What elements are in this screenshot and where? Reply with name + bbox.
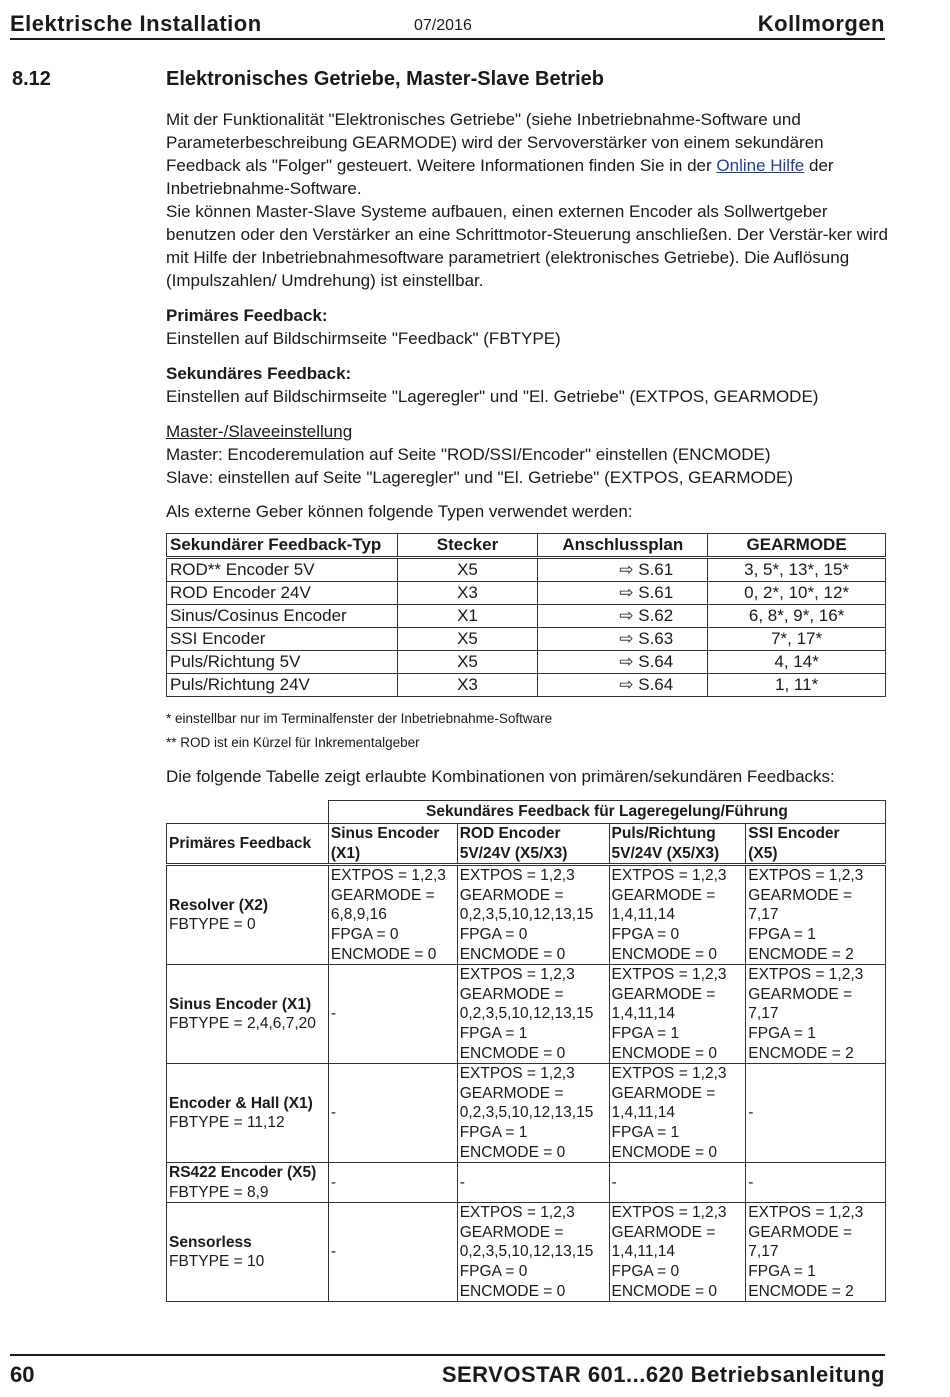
cell-gearmode: 1, 11*	[708, 674, 886, 697]
cell-line: GEARMODE =	[459, 1223, 564, 1241]
col-header-line: 5V/24V (X5/X3)	[611, 844, 720, 862]
table-row	[167, 628, 886, 651]
secondary-feedback-header: Sekundäres Feedback für Lageregelung/Führung	[328, 801, 885, 824]
table-row	[167, 605, 886, 628]
cell-line: 7,17	[748, 1243, 779, 1261]
cell-line: GEARMODE =	[459, 886, 564, 904]
header-date: 07/2016	[414, 17, 472, 34]
combination-cell	[609, 1203, 746, 1302]
cell-gearmode: 4, 14*	[708, 651, 886, 674]
primary-feedback-fbtype: FBTYPE = 11,12	[169, 1114, 285, 1132]
cell-line: -	[748, 1173, 754, 1191]
header-company: Kollmorgen	[757, 11, 885, 36]
cell-line: EXTPOS = 1,2,3	[459, 1065, 575, 1083]
cell-line: -	[330, 1005, 337, 1023]
cell-line: EXTPOS = 1,2,3	[459, 1204, 575, 1222]
combination-cell	[328, 865, 457, 965]
empty-corner-cell	[167, 801, 329, 824]
cell-line: ENCMODE = 0	[611, 1044, 718, 1062]
cell-line: EXTPOS = 1,2,3	[330, 867, 446, 885]
cell-line: ENCMODE = 2	[748, 1044, 854, 1062]
cell-line: 0,2,3,5,10,12,13,15	[459, 1005, 594, 1023]
table-header-row	[167, 534, 886, 558]
cell-line: FPGA = 1	[748, 925, 816, 943]
cell-wiring: ⇨ S.61	[538, 558, 708, 582]
primary-feedback-block	[166, 304, 888, 350]
primary-feedback-name: Resolver (X2)	[169, 896, 269, 914]
cell-line: 1,4,11,14	[611, 1005, 676, 1023]
cell-line: ENCMODE = 0	[459, 1282, 566, 1300]
table-header-row	[167, 824, 886, 865]
table-row	[167, 865, 886, 965]
combination-cell	[328, 965, 457, 1064]
cell-line: FPGA = 1	[459, 1024, 528, 1042]
col-header-connector: Stecker	[397, 534, 538, 558]
cell-line: -	[330, 1173, 337, 1191]
combination-cell	[746, 1203, 886, 1302]
cell-line: GEARMODE =	[611, 1084, 716, 1102]
combination-cell	[609, 965, 746, 1064]
cell-line: 0,2,3,5,10,12,13,15	[459, 906, 594, 924]
cell-gearmode: 6, 8*, 9*, 16*	[708, 605, 886, 628]
cell-line: 6,8,9,16	[330, 906, 387, 924]
cell-line: FPGA = 0	[459, 925, 528, 943]
cell-line: EXTPOS = 1,2,3	[611, 966, 727, 984]
cell-line: -	[459, 1173, 465, 1191]
intro-paragraph-2: Sie können Master-Slave Systeme aufbauen, einen externen Encoder als Sollwertgeber benutzen oder den Verstärker an eine Schrittmotor-Steuerung anschließen. Der Verstär-ker wird mit Hilfe der Inbetriebnahmesoftware parametriert (elektronisches Getriebe). Die Auflösung (Impulszahlen/ Umdrehung) ist einstellbar.	[166, 202, 888, 290]
col-header-line: Puls/Richtung	[611, 825, 716, 842]
master-slave-block	[166, 420, 888, 489]
combination-cell	[609, 1064, 746, 1163]
col-header-puls	[609, 824, 746, 865]
col-header-line: Sinus Encoder	[330, 825, 440, 842]
primary-feedback-cell	[167, 965, 329, 1064]
cell-line: FPGA = 1	[748, 1263, 816, 1281]
online-help-link[interactable]: Online Hilfe	[716, 156, 805, 175]
cell-connector: X3	[397, 582, 538, 605]
col-header-ssi	[746, 824, 886, 865]
cell-line: ENCMODE = 2	[748, 1282, 854, 1300]
secondary-feedback-block	[166, 362, 888, 408]
table-row	[167, 651, 886, 674]
cell-wiring: ⇨ S.63	[538, 628, 708, 651]
cell-line: ENCMODE = 0	[459, 1143, 566, 1161]
col-header-rod	[457, 824, 609, 865]
cell-line: GEARMODE =	[611, 886, 716, 904]
cell-line: ENCMODE = 0	[611, 945, 718, 963]
cell-line: GEARMODE =	[330, 886, 435, 904]
combination-cell	[746, 865, 886, 965]
cell-connector: X5	[397, 628, 538, 651]
col-header-line: (X5)	[748, 844, 778, 862]
cell-line: 0,2,3,5,10,12,13,15	[459, 1104, 594, 1122]
cell-line: -	[748, 1104, 754, 1122]
cell-line: FPGA = 0	[459, 1263, 528, 1281]
combination-cell	[457, 1064, 609, 1163]
cell-wiring: ⇨ S.64	[538, 651, 708, 674]
combination-cell	[609, 1163, 746, 1203]
combination-cell	[457, 865, 609, 965]
primary-feedback-fbtype: FBTYPE = 10	[169, 1253, 265, 1271]
body-text	[166, 108, 888, 523]
table-row	[167, 1203, 886, 1302]
cell-type: ROD** Encoder 5V	[167, 558, 398, 582]
cell-line: FPGA = 0	[611, 1263, 680, 1281]
section-number: 8.12	[12, 68, 51, 90]
cell-line: -	[330, 1104, 337, 1122]
combination-cell	[328, 1203, 457, 1302]
combination-cell	[457, 965, 609, 1064]
header-chapter-title: Elektrische Installation	[10, 11, 262, 36]
cell-connector: X5	[397, 558, 538, 582]
primary-feedback-cell	[167, 1163, 329, 1203]
table-top-header-row	[167, 801, 886, 824]
cell-line: EXTPOS = 1,2,3	[748, 1204, 864, 1222]
cell-line: 1,4,11,14	[611, 1243, 676, 1261]
cell-connector: X1	[397, 605, 538, 628]
primary-feedback-text: Einstellen auf Bildschirmseite "Feedback" (FBTYPE)	[166, 329, 561, 348]
cell-type: Puls/Richtung 5V	[167, 651, 398, 674]
primary-feedback-header: Primäres Feedback	[167, 824, 329, 865]
secondary-feedback-table	[166, 533, 886, 697]
col-header-type: Sekundärer Feedback-Typ	[167, 534, 398, 558]
primary-feedback-heading: Primäres Feedback:	[166, 306, 328, 325]
primary-feedback-cell	[167, 1203, 329, 1302]
footnote-2: ** ROD ist ein Kürzel für Inkrementalgeber	[166, 735, 420, 750]
cell-line: 1,4,11,14	[611, 906, 676, 924]
cell-line: EXTPOS = 1,2,3	[748, 867, 864, 885]
cell-line: ENCMODE = 0	[611, 1282, 718, 1300]
combination-cell	[457, 1203, 609, 1302]
footer-document-title: SERVOSTAR 601...620 Betriebsanleitung	[441, 1362, 885, 1387]
section-title: Elektronisches Getriebe, Master-Slave Betrieb	[166, 68, 604, 90]
cell-line: GEARMODE =	[459, 1084, 564, 1102]
page-number: 60	[10, 1362, 35, 1387]
types-intro: Als externe Geber können folgende Typen verwendet werden:	[166, 502, 633, 521]
cell-line: GEARMODE =	[748, 886, 853, 904]
col-header-sinus	[328, 824, 457, 865]
intro-text: Mit der Funktionalität "Elektronisches Getriebe" (siehe Inbetriebnahme-Software und Parameterbeschreibung GEARMODE) wird der Servoverstärker von einem sekundären Feedback als "Folger" gesteuert. Weitere Informationen finden Sie in der	[166, 110, 824, 175]
cell-line: ENCMODE = 0	[459, 1044, 566, 1062]
intro-paragraph	[166, 108, 888, 200]
combo-intro: Die folgende Tabelle zeigt erlaubte Kombinationen von primären/sekundären Feedbacks:	[166, 767, 835, 786]
primary-feedback-fbtype: FBTYPE = 0	[169, 916, 256, 934]
cell-line: EXTPOS = 1,2,3	[611, 1065, 727, 1083]
cell-connector: X3	[397, 674, 538, 697]
cell-line: FPGA = 0	[611, 925, 680, 943]
table-row	[167, 1163, 886, 1203]
col-header-line: ROD Encoder	[459, 825, 561, 842]
cell-wiring: ⇨ S.61	[538, 582, 708, 605]
cell-line: FPGA = 1	[611, 1123, 680, 1141]
footnote-1: * einstellbar nur im Terminalfenster der Inbetriebnahme-Software	[166, 711, 553, 726]
cell-connector: X5	[397, 651, 538, 674]
col-header-line: (X1)	[330, 844, 361, 862]
combination-cell	[328, 1064, 457, 1163]
col-header-line: SSI Encoder	[748, 825, 840, 842]
cell-line: GEARMODE =	[611, 985, 716, 1003]
cell-gearmode: 7*, 17*	[708, 628, 886, 651]
cell-line: 0,2,3,5,10,12,13,15	[459, 1243, 594, 1261]
cell-gearmode: 3, 5*, 13*, 15*	[708, 558, 886, 582]
cell-line: GEARMODE =	[748, 985, 853, 1003]
cell-line: FPGA = 1	[748, 1024, 816, 1042]
combination-cell	[746, 1163, 886, 1203]
page-footer	[10, 1354, 885, 1392]
primary-feedback-name: RS422 Encoder (X5)	[169, 1164, 317, 1182]
cell-line: 7,17	[748, 906, 779, 924]
combination-cell	[328, 1163, 457, 1203]
cell-type: SSI Encoder	[167, 628, 398, 651]
combination-cell	[746, 1064, 886, 1163]
cell-line: EXTPOS = 1,2,3	[611, 1204, 727, 1222]
slave-text: Slave: einstellen auf Seite "Lageregler" und "El. Getriebe" (EXTPOS, GEARMODE)	[166, 468, 793, 487]
cell-wiring: ⇨ S.62	[538, 605, 708, 628]
cell-line: ENCMODE = 0	[611, 1143, 718, 1161]
combination-table-body	[167, 865, 886, 1302]
cell-type: Puls/Richtung 24V	[167, 674, 398, 697]
cell-line: EXTPOS = 1,2,3	[459, 966, 575, 984]
intro-text-end: der Inbetriebnahme-Software.	[166, 156, 834, 198]
primary-feedback-cell	[167, 1064, 329, 1163]
feedback-combination-table	[166, 800, 886, 1302]
cell-line: GEARMODE =	[611, 1223, 716, 1241]
cell-line: FPGA = 1	[611, 1024, 680, 1042]
table-row	[167, 582, 886, 605]
primary-feedback-cell	[167, 865, 329, 965]
cell-line: 7,17	[748, 1005, 779, 1023]
primary-feedback-name: Sensorless	[169, 1233, 252, 1251]
cell-line: 1,4,11,14	[611, 1104, 676, 1122]
master-slave-heading: Master-/Slaveeinstellung	[166, 422, 353, 441]
cell-line: ENCMODE = 0	[330, 945, 437, 963]
col-header-gearmode: GEARMODE	[708, 534, 886, 558]
cell-type: ROD Encoder 24V	[167, 582, 398, 605]
combination-cell	[457, 1163, 609, 1203]
primary-feedback-fbtype: FBTYPE = 8,9	[169, 1183, 269, 1201]
page-header	[10, 8, 885, 40]
cell-line: EXTPOS = 1,2,3	[611, 867, 727, 885]
primary-feedback-name: Encoder & Hall (X1)	[169, 1094, 313, 1112]
cell-line: GEARMODE =	[459, 985, 564, 1003]
secondary-feedback-heading: Sekundäres Feedback:	[166, 364, 352, 383]
col-header-line: 5V/24V (X5/X3)	[459, 844, 568, 862]
primary-feedback-fbtype: FBTYPE = 2,4,6,7,20	[169, 1015, 316, 1033]
cell-line: FPGA = 1	[459, 1123, 528, 1141]
cell-line: -	[330, 1243, 337, 1261]
col-header-wiring: Anschlussplan	[538, 534, 708, 558]
secondary-feedback-text: Einstellen auf Bildschirmseite "Lageregler" und "El. Getriebe" (EXTPOS, GEARMODE)	[166, 387, 819, 406]
cell-line: ENCMODE = 0	[459, 945, 566, 963]
combination-cell	[609, 865, 746, 965]
cell-gearmode: 0, 2*, 10*, 12*	[708, 582, 886, 605]
cell-line: FPGA = 0	[330, 925, 399, 943]
cell-wiring: ⇨ S.64	[538, 674, 708, 697]
cell-line: GEARMODE =	[748, 1223, 853, 1241]
cell-line: ENCMODE = 2	[748, 945, 854, 963]
cell-line: -	[611, 1173, 617, 1191]
table-row	[167, 558, 886, 582]
cell-line: EXTPOS = 1,2,3	[459, 867, 575, 885]
combination-cell	[746, 965, 886, 1064]
master-text: Master: Encoderemulation auf Seite "ROD/SSI/Encoder" einstellen (ENCMODE)	[166, 445, 771, 464]
cell-type: Sinus/Cosinus Encoder	[167, 605, 398, 628]
primary-feedback-name: Sinus Encoder (X1)	[169, 995, 312, 1013]
table-row	[167, 965, 886, 1064]
cell-line: EXTPOS = 1,2,3	[748, 966, 864, 984]
table-row	[167, 1064, 886, 1163]
table-row	[167, 674, 886, 697]
